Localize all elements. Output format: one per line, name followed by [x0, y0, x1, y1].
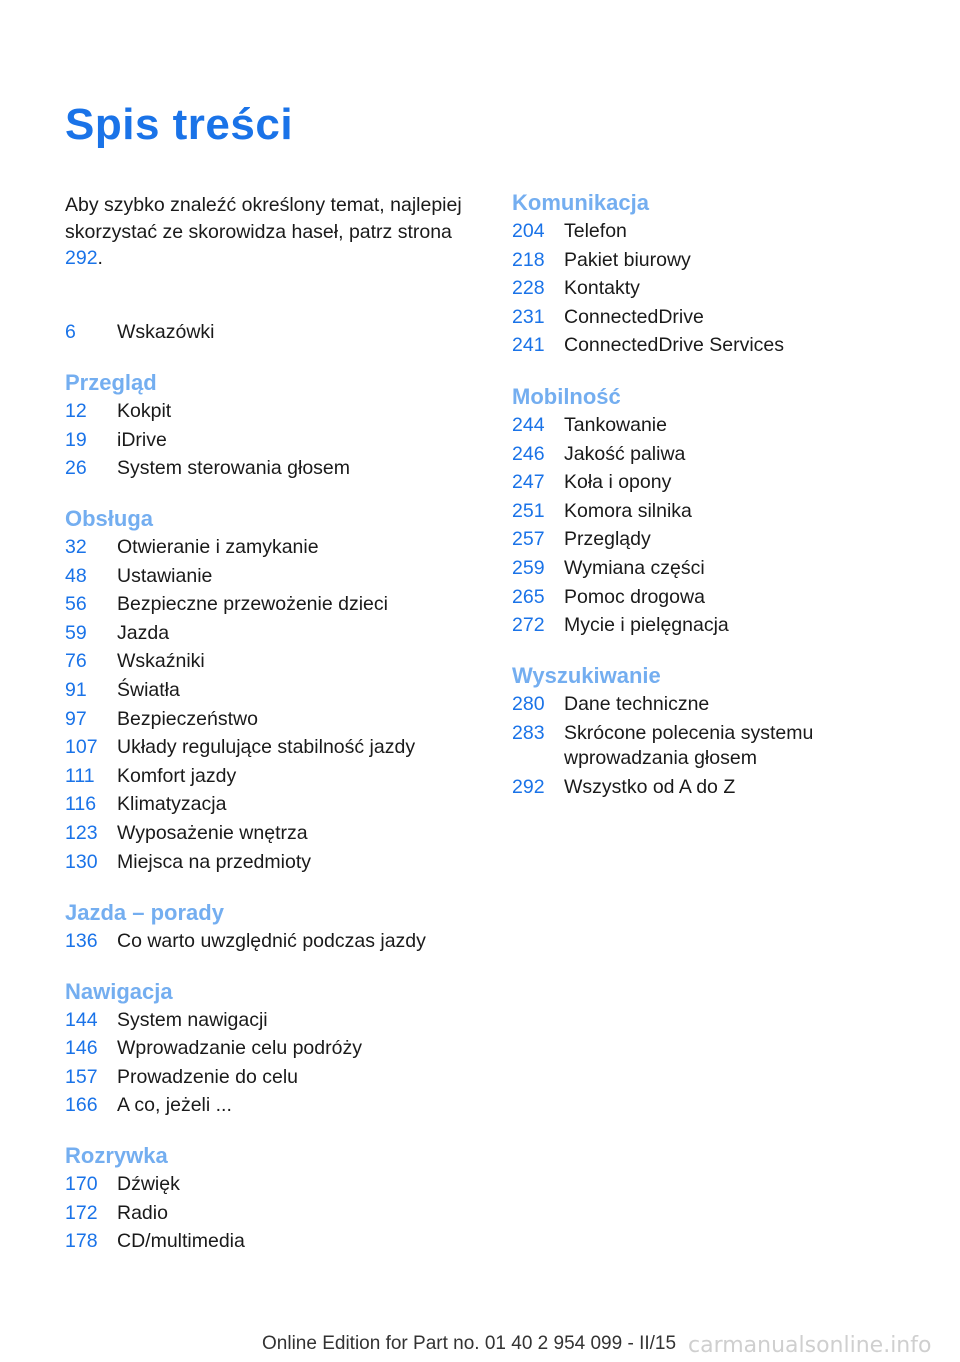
- toc-entry-title: Światła: [117, 679, 180, 701]
- toc-page-number: 204: [512, 220, 545, 242]
- toc-entry[interactable]: [512, 248, 904, 273]
- toc-entry-title: Bezpieczeństwo: [117, 708, 258, 730]
- toc-entry[interactable]: [65, 428, 457, 453]
- toc-entry-title: ConnectedDrive Services: [564, 334, 785, 356]
- toc-entry-title: Przeglądy: [564, 528, 651, 550]
- toc-page-number: 12: [65, 400, 87, 422]
- toc-entry[interactable]: [65, 929, 457, 954]
- intro-body: Aby szybko znaleźć określony temat, najlepiej skorzystać ze skorowidza haseł, patrz strona: [65, 194, 462, 243]
- toc-page-number: 292: [512, 776, 545, 798]
- toc-page-number: 283: [512, 722, 545, 744]
- toc-entry[interactable]: [65, 1201, 457, 1226]
- toc-entry[interactable]: [65, 1065, 457, 1090]
- toc-entry-title: Wprowadzanie celu podróży: [117, 1037, 362, 1059]
- toc-entry-title: Jazda: [117, 622, 170, 644]
- toc-entry[interactable]: [65, 707, 457, 732]
- toc-page-number: 130: [65, 851, 98, 873]
- toc-entry[interactable]: [65, 1036, 457, 1061]
- toc-entry-title: Radio: [117, 1202, 168, 1224]
- toc-page-number: 136: [65, 930, 98, 952]
- toc-entry-title: Miejsca na przedmioty: [117, 851, 311, 873]
- toc-page-number: 56: [65, 593, 87, 615]
- toc-entry-title: Tankowanie: [564, 414, 667, 436]
- toc-entry-title: A co, jeżeli ...: [117, 1094, 232, 1116]
- toc-entry[interactable]: [65, 678, 457, 703]
- toc-page-number: 166: [65, 1094, 98, 1116]
- toc-page-number: 116: [65, 793, 97, 815]
- toc-entry[interactable]: [65, 821, 457, 846]
- toc-entry[interactable]: [512, 499, 904, 524]
- toc-entry[interactable]: [512, 527, 904, 552]
- section-heading-jazda-porady: Jazda – porady: [65, 900, 224, 925]
- toc-page-number: 265: [512, 586, 545, 608]
- toc-page-number: 228: [512, 277, 545, 299]
- toc-entry-wskazowki[interactable]: [65, 320, 457, 345]
- section-heading-komunikacja: Komunikacja: [512, 190, 649, 215]
- toc-page-number: 231: [512, 306, 545, 328]
- toc-entry[interactable]: [65, 399, 457, 424]
- toc-page-number: 280: [512, 693, 545, 715]
- toc-page-number: 97: [65, 708, 87, 730]
- toc-entry[interactable]: [65, 564, 457, 589]
- toc-page-number: 19: [65, 429, 87, 451]
- toc-page-number: 170: [65, 1173, 98, 1195]
- toc-page-number: 146: [65, 1037, 98, 1059]
- toc-entry-title: Prowadzenie do celu: [117, 1066, 299, 1088]
- toc-entry[interactable]: [65, 735, 457, 760]
- toc-entry[interactable]: [512, 276, 904, 301]
- toc-entry-title: Wskaźniki: [117, 650, 205, 672]
- toc-page-number: 107: [65, 736, 98, 758]
- toc-entry[interactable]: [65, 535, 457, 560]
- toc-entry[interactable]: [65, 1008, 457, 1033]
- toc-entry-title: Układy regulujące stabilność jazdy: [117, 736, 416, 758]
- toc-entry-title: Pakiet biurowy: [564, 249, 691, 271]
- toc-entry[interactable]: [65, 592, 457, 617]
- toc-page-number: 157: [65, 1066, 98, 1088]
- toc-entry[interactable]: [512, 333, 904, 358]
- toc-entry-title: System nawigacji: [117, 1009, 268, 1031]
- toc-entry-title: Dane techniczne: [564, 693, 710, 715]
- toc-entry-title: Pomoc drogowa: [564, 586, 705, 608]
- toc-entry[interactable]: [65, 792, 457, 817]
- toc-entry-title: Otwieranie i zamykanie: [117, 536, 319, 558]
- toc-page-number: 241: [512, 334, 545, 356]
- toc-page-number: 59: [65, 622, 87, 644]
- toc-page-number: 251: [512, 500, 545, 522]
- toc-page-number: 272: [512, 614, 545, 636]
- toc-page-number: 259: [512, 557, 545, 579]
- toc-entry-title: Komora silnika: [564, 500, 692, 522]
- toc-entry-title: Co warto uwzględnić podczas jazdy: [117, 930, 426, 952]
- toc-entry[interactable]: [512, 413, 904, 438]
- toc-page-number: 257: [512, 528, 545, 550]
- toc-entry[interactable]: [512, 442, 904, 467]
- section-heading-przeglad: Przegląd: [65, 370, 157, 395]
- toc-page-number: 144: [65, 1009, 98, 1031]
- toc-page-number: 246: [512, 443, 545, 465]
- section-heading-mobilnosc: Mobilność: [512, 384, 621, 409]
- toc-entry-title: Wyposażenie wnętrza: [117, 822, 308, 844]
- toc-page-number: 172: [65, 1202, 98, 1224]
- toc-entry-title: Wszystko od A do Z: [564, 776, 736, 798]
- toc-entry[interactable]: [65, 456, 457, 481]
- toc-entry[interactable]: [512, 775, 904, 800]
- toc-entry-title: Komfort jazdy: [117, 765, 237, 787]
- toc-page-number: 244: [512, 414, 545, 436]
- toc-entry[interactable]: [512, 219, 904, 244]
- toc-entry-title: iDrive: [117, 429, 167, 451]
- toc-entry-title: Telefon: [564, 220, 627, 242]
- toc-page-number: 48: [65, 565, 87, 587]
- toc-entry-title: Kontakty: [564, 277, 640, 299]
- toc-page-number: 32: [65, 536, 87, 558]
- toc-page-number: 247: [512, 471, 545, 493]
- toc-entry-title: Kokpit: [117, 400, 172, 422]
- toc-entry-title: Bezpieczne przewożenie dzieci: [117, 593, 388, 615]
- toc-page-number: 6: [65, 321, 76, 343]
- toc-entry[interactable]: [65, 850, 457, 875]
- toc-entry[interactable]: [512, 613, 904, 638]
- section-heading-rozrywka: Rozrywka: [65, 1143, 168, 1168]
- toc-entry-title: Klimatyzacja: [117, 793, 227, 815]
- toc-page-number: 91: [65, 679, 87, 701]
- toc-entry-title: Ustawianie: [117, 565, 213, 587]
- toc-entry[interactable]: [65, 621, 457, 646]
- toc-page-number: 178: [65, 1230, 98, 1252]
- toc-entry-title: Mycie i pielęgnacja: [564, 614, 729, 636]
- toc-page-number: 111: [65, 765, 95, 787]
- toc-page-number: 218: [512, 249, 545, 271]
- toc-entry[interactable]: [512, 692, 904, 717]
- intro-text: [65, 192, 485, 272]
- watermark: carmanualsonline.info: [688, 1333, 932, 1358]
- intro-end: .: [97, 247, 103, 269]
- toc-entry-title: Wymiana części: [564, 557, 705, 579]
- toc-entry[interactable]: [512, 305, 904, 330]
- toc-entry[interactable]: [65, 764, 457, 789]
- toc-entry[interactable]: [512, 470, 904, 495]
- toc-entry[interactable]: [512, 721, 844, 771]
- toc-entry[interactable]: [65, 1229, 457, 1254]
- toc-entry[interactable]: [65, 1093, 457, 1118]
- toc-entry-title: CD/multimedia: [117, 1230, 245, 1252]
- toc-entry-title: System sterowania głosem: [117, 457, 351, 479]
- toc-page-number: 76: [65, 650, 87, 672]
- page-title: Spis treści: [65, 100, 294, 149]
- toc-entry-title: ConnectedDrive: [564, 306, 704, 328]
- toc-entry[interactable]: [512, 585, 904, 610]
- intro-page-link[interactable]: 292: [65, 247, 98, 269]
- toc-entry-title: Skrócone polecenia systemu wprowadzania głosem: [564, 722, 814, 769]
- toc-entry[interactable]: [65, 649, 457, 674]
- section-heading-obsluga: Obsługa: [65, 506, 154, 531]
- toc-page-number: 123: [65, 822, 98, 844]
- toc-entry[interactable]: [512, 556, 904, 581]
- section-heading-wyszukiwanie: Wyszukiwanie: [512, 663, 661, 688]
- toc-page-number: 26: [65, 457, 87, 479]
- toc-entry-title: Koła i opony: [564, 471, 672, 493]
- toc-entry[interactable]: [65, 1172, 457, 1197]
- section-heading-nawigacja: Nawigacja: [65, 979, 173, 1004]
- edition-footer: Online Edition for Part no. 01 40 2 954 099 - II/15: [262, 1333, 677, 1354]
- toc-entry-title: Dźwięk: [117, 1173, 180, 1195]
- toc-entry-title: Jakość paliwa: [564, 443, 686, 465]
- toc-entry-title: Wskazówki: [117, 321, 215, 343]
